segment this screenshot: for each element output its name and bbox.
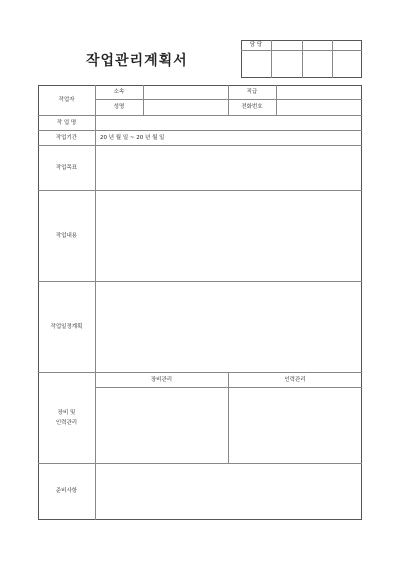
equip-staff-label-2: 인력관리 bbox=[55, 420, 78, 426]
equip-staff-label-1: 장비 및 bbox=[57, 410, 76, 416]
equip-mgmt-label: 장비관리 bbox=[150, 377, 173, 383]
approval-label: 담 당 bbox=[249, 42, 263, 48]
period-label: 작업기간 bbox=[55, 135, 78, 141]
staff-mgmt-label: 인력관리 bbox=[284, 377, 306, 383]
schedule-label: 작업일정계획 bbox=[50, 324, 83, 330]
goal-label: 작업목표 bbox=[55, 165, 78, 171]
period-value: 20 년 월 일 ~ 20 년 월 일 bbox=[100, 135, 165, 141]
rank-label: 직급 bbox=[246, 89, 258, 95]
name-label: 성명 bbox=[113, 104, 125, 110]
worker-label: 작업자 bbox=[58, 97, 75, 103]
page-title: 작업관리계획서 bbox=[86, 53, 188, 69]
prep-label: 준비사항 bbox=[55, 488, 78, 494]
affiliation-label: 소속 bbox=[113, 89, 125, 95]
content-label: 작업내용 bbox=[55, 233, 78, 239]
phone-label: 전화번호 bbox=[241, 104, 263, 110]
work-name-label: 작 업 명 bbox=[56, 120, 77, 126]
